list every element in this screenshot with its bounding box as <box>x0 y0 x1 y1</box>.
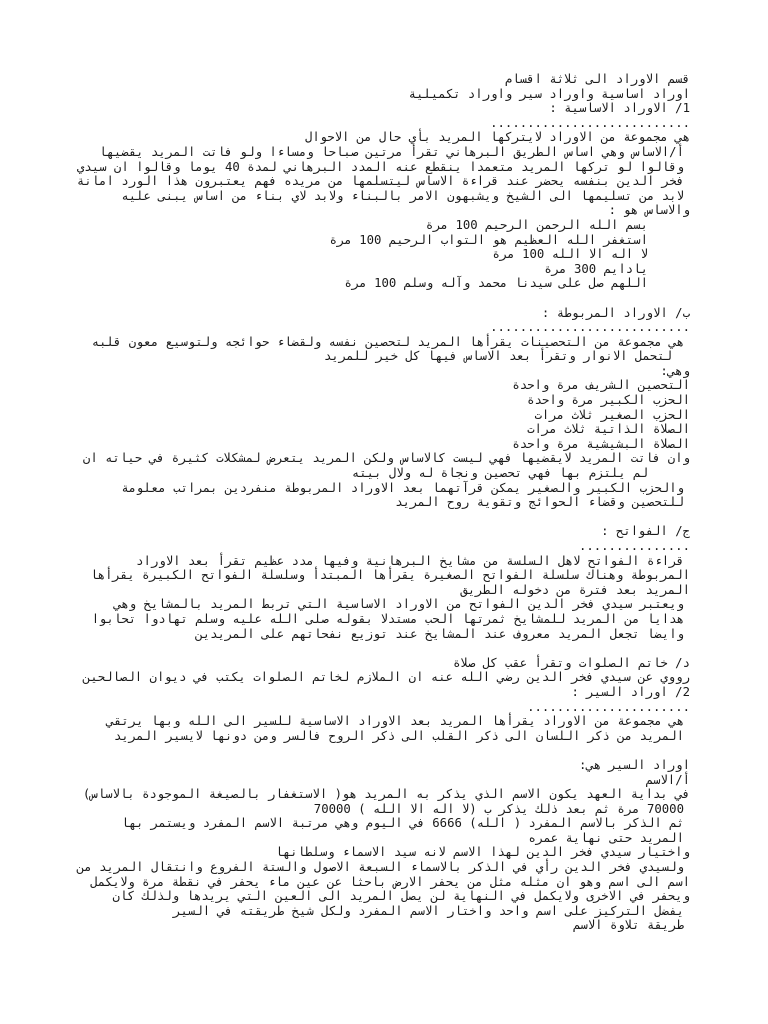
text-line: ........................... <box>490 115 690 130</box>
text-line: الصلاة الذاتية ثلاث مرات <box>527 422 690 437</box>
text-line: لا اله الا الله 100 مرة <box>492 247 648 262</box>
text-line: وهي: <box>660 363 690 378</box>
text-line: ولسيدي فخر الدين رأي في الذكر بالاسماء السبعة الاصول والستة الفروع وانتقال المريد من <box>76 860 684 875</box>
text-line: ويحفر في الاخرى ولايكمل في النهاية لن يصل المريد الى العين التي يريدها ولذلك كان <box>112 889 690 904</box>
text-line: 1/ الاوراد الاساسية : <box>549 101 690 116</box>
text-line: التحصين الشريف مرة واحدة <box>512 378 690 393</box>
text-line: هي مجموعة من التحصينات يقرأها المريد لتحصين نفسه ولقضاء حوائجه ولتوسيع معون قلبه <box>91 334 684 349</box>
text-line: لم يلتزم بها فهي تحصين ونجاة له ولال بيته <box>351 466 648 481</box>
text-line: ............... <box>578 539 690 553</box>
text-line: قراءة الفواتح لاهل السلسة من مشايخ البرهانية وفيها مدد عظيم تقرأ بعد الاوراد <box>136 553 684 568</box>
text-line: والاساس هو : <box>608 203 690 218</box>
text-line: رووي عن سيدي فخر الدين رضي الله عنه ان الملازم لخاتم الصلوات يكتب في ديوان الصالحين <box>82 670 690 685</box>
text-line: ويعتبر سيدي فخر الدين الفواتح من الاوراد الاساسية التي تربط المريد بالمشايخ وهي <box>113 597 684 612</box>
text-line <box>70 743 690 758</box>
text-line: 2/ اوراد السير : <box>571 684 690 699</box>
text-line: اسم الى اسم وهو ان مثله مثل من يحفر الارض باحثا عن عين ماء يحفر في نقطة مرة ولايكمل <box>90 874 690 889</box>
text-line: وايضا تجعل المريد معروف عند المشايخ عند توزيع نفحاتهم على المريدين <box>195 626 684 641</box>
text-line <box>70 641 690 656</box>
text-line: الصلاة البشيشية مرة واحدة <box>512 436 690 451</box>
text-line: هي مجموعة من الاوراد لايتركها المريد بأي حال من الاحوال <box>305 130 690 145</box>
text-line: استغفر الله العظيم هو التواب الرحيم 100 مرة <box>329 232 648 247</box>
text-line: وان فاتت المريد لايقضيها فهي ليست كالاساس ولكن المريد يتعرض لمشكلات كثيرة في حياته ان <box>82 451 690 466</box>
text-line: هي مجموعة من الاوراد يقرأها المريد بعد الاوراد الاساسية للسير الى الله وبها يرتقي <box>106 714 684 729</box>
document-body <box>70 72 690 933</box>
text-line: 70000 مرة ثم بعد ذلك يذكر ب (لا اله الا الله ) 70000 <box>313 801 684 816</box>
text-line: وقالوا لو تركها المريد متعمدا ينقطع عنه المدد البرهاني لمدة 40 يوما وقالوا ان سيدي <box>76 159 684 174</box>
text-line: هدايا من المريد للمشايخ ثمرتها الحب مستدلا بقوله صلى الله عليه وسلم تهادوا تحابوا <box>91 611 684 626</box>
text-line: اوراد السير هي: <box>578 757 690 772</box>
text-line: الحزب الصغير ثلاث مرات <box>534 407 690 422</box>
text-line: في بداية العهد يكون الاسم الذي يذكر به المريد هو( الاستغفار بالصيغة الموجودة بالاساس) <box>82 787 690 802</box>
text-line: اللهم صل على سيدنا محمد وآله وسلم 100 مرة <box>344 276 648 291</box>
text-line: بسم الله الرحمن الرحيم 100 مرة <box>425 217 648 232</box>
text-line: ثم الذكر بالاسم المفرد ( الله) 6666 في اليوم وهي مرتبة الاسم المفرد ويستمر بها <box>121 816 684 831</box>
text-line: للتحصين وقضاء الحوائج وتقوية روح المريد <box>395 495 684 510</box>
text-line: ب/ الاوراد المربوطة : <box>541 305 690 320</box>
text-line: المريد بعد فترة من دخوله الطريق <box>460 582 690 597</box>
text-line: لتحمل الانوار وتقرأ بعد الاساس فيها كل خير للمريد <box>324 349 672 364</box>
text-line: والحزب الكبير والصغير يمكن قرآتهما بعد الاوراد المربوطة منفردين بمراتب معلومة <box>121 480 684 495</box>
text-line: المريد من ذكر اللسان الى ذكر القلب الى ذكر الروح فالسر ومن دونها لايسير المريد <box>113 728 684 743</box>
text-line: الحزب الكبير مرة واحدة <box>527 393 690 408</box>
text-line: المربوطة وهناك سلسلة الفواتح الصغيرة يقرأها المبتدأ وسلسلة الفواتح الكبيرة يقرأها <box>90 568 690 583</box>
text-line: ج/ الفواتح : <box>601 524 690 539</box>
text-line <box>70 291 690 306</box>
text-line: لابد من تسليمها الى الشيخ ويشبهون الامر بالبناء ولابد لاي بناء من اساس يبنى عليه <box>121 188 684 203</box>
text-line: أ/الاساس وهي اساس الطريق البرهاني تقرأ مرتين صباحا ومساءا ولو فاتت المريد يقضيها <box>99 144 684 159</box>
text-line: قسم الاوراد الى ثلاثة اقسام <box>504 72 690 86</box>
text-line: واختيار سيدي فخر الدين لهذا الاسم لانه سيد الاسماء وسلطانها <box>275 845 690 860</box>
text-line: المريد حتى نهاية عمره <box>528 830 684 845</box>
text-line: ........................... <box>490 320 690 335</box>
text-line: د/ خاتم الصلوات وتقرأ عقب كل صلاة <box>453 655 690 670</box>
text-line: ...................... <box>527 699 690 714</box>
text-line: يادايم 300 مرة <box>544 261 648 276</box>
text-line: أ/الاسم <box>645 772 690 787</box>
text-line: يفضل التركيز على اسم واحد واختار الاسم المفرد ولكل شيخ طريقته في السير <box>173 903 684 918</box>
text-line: اوراد اساسية واوراد سير واوراد تكميلية <box>408 86 690 101</box>
text-line: طريقة تلاوة الاسم <box>572 918 684 933</box>
text-line: فخر الدين بنفسه يحضر عند قراءة الاساس ليتسلمها من مريده فهم يعتبرون هذا الورد امانة <box>76 174 684 189</box>
text-line <box>70 510 690 525</box>
